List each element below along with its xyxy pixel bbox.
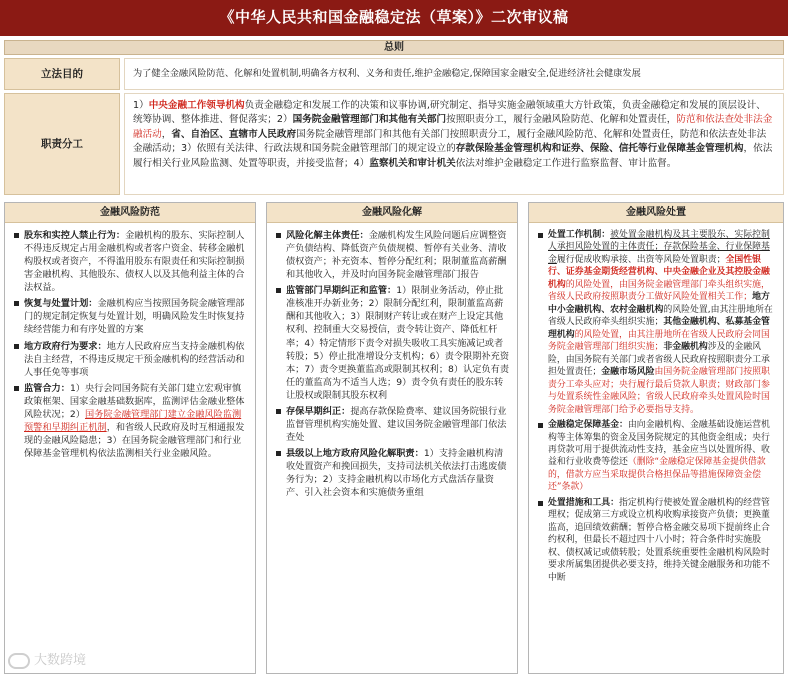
duty-text: 1）中央金融工作领导机构负责金融稳定和发展工作的决策和议事协调,研究制定、指导实施金融领域重大方针政策，负责金融稳定和发展的顶层设计、统筹协调、整体推进、督促落实；2）国务院金融管理部门和其他有关部门按照职责分工，履行金融风险防范、化解和处置责任，防范和依法查处非法金融活动，省、自治区、直辖市人民政府国务院金融管理部门和其他有关部门按照职责分工，履行金融风险防范、化解和处置责任，防范和依法查处非法金融活动；3）依照有关法律、行政法规和国务院金融管理部门的规定设立的存款保险基金管理机构和证券、保险、信托等行业保障基金管理机构，依法履行相关行业风险监测、处置等职责，并接受监督；4）监察机关和审计机关依法对维护金融稳定工作进行监察监督、审计监督。 [124, 93, 784, 195]
duty-label: 职责分工 [4, 93, 120, 195]
column-title: 金融风险化解 [267, 203, 517, 223]
list-item: 金融稳定保障基金：由向金融机构、金融基础设施运营机构等主体筹集的资金及国务院规定的其他资金组成；央行再贷款可用于提供流动性支持，基金应当以处置所得、收益和行业收费等偿还（删除“金融稳定保障基金提供借款的，借款方应当采取提供合格担保品等措施保障资金偿还”条款） [537, 419, 775, 494]
column-title: 金融风险防范 [5, 203, 255, 223]
list-item: 风险化解主体责任：金融机构发生风险问题后应调整资产负债结构、降低资产负债规模、暂停有关业务、清收债权资产；补充资本、暂停分配红利；限制董监高薪酬和其他收入，并及时向国务院金融管理部门报告 [275, 229, 509, 281]
column-mitigation [266, 202, 518, 674]
watermark: 大数跨境 [8, 652, 86, 670]
column-title: 金融风险处置 [529, 203, 783, 223]
list-item: 处置工作机制：被处置金融机构及其主要股东、实际控制人承担风险处置的主体责任；存款保险基金、行业保障基金履行促成收购承接、出资等风险处置职责；全国性银行、证券基金期货经营机构、中央金融企业及其控股金融机构的风险处置，由国务院金融管理部门牵头组织实施，省级人民政府按照职责分工做好风险处置相关工作；地方中小金融机构、农村金融机构的风险处置,由其注册地所在省级人民政府牵头组织实施；其他金融机构、私募基金管理机构的风险处置，由其注册地所在省级人民政府会同国务院金融管理部门组织实施；非金融机构涉及的金融风险，由国务院有关部门或者省级人民政府按照职责分工承担处置责任；金融市场风险由国务院金融管理部门按照职责分工牵头应对；央行履行最后贷款人职责；财政部门参与处置系统性金融风险；省级人民政府牵头处置风险时国务院金融管理部门给予必要指导支持。 [537, 229, 775, 416]
list-item: 地方政府行为要求：地方人民政府应当支持金融机构依法自主经营，不得违反规定干预金融机构的经营活动和人事任免等事项 [13, 340, 247, 379]
purpose-label: 立法目的 [4, 58, 120, 90]
list-item: 县级以上地方政府风险化解职责：1）支持金融机构清收处置资产和挽回损失，支持司法机关依法打击逃废债务行为；2）支持金融机构以市场化方式盘活存量资产、引入社会资本和实施债务重组 [275, 447, 509, 499]
column-prevention [4, 202, 256, 674]
list-item: 监管部门早期纠正和监管：1）限制业务活动，停止批准核准开办新业务；2）限制分配红利，限制董监高薪酬和其他收入；3）限制财产转让或在财产上设定其他权利、控制重大交易授信，责令转让资产、降低杠杆率；4）特定情形下责令对损失吸收工具实施减记或者转股；5）停止批准增设分支机构；6）责令限期补充资本；7）责令更换董监高或限制其权利；8）认定负有责任的董监高为不适当人选；9）责令负有责任的股东转让股权或限制其股东权利 [275, 284, 509, 402]
list-item: 恢复与处置计划：金融机构应当按照国务院金融管理部门的规定制定恢复与处置计划，明确风险发生时恢复持续经营能力和有序处置的方案 [13, 297, 247, 336]
list-item: 存保早期纠正：提高存款保险费率、建议国务院银行业监督管理机构实施处置、建议国务院金融管理部门依法查处 [275, 405, 509, 444]
purpose-text: 为了健全金融风险防范、化解和处置机制,明确各方权利、义务和责任,维护金融稳定,保障国家金融安全,促进经济社会健康发展 [124, 58, 784, 90]
list-item: 股东和实控人禁止行为：金融机构的股东、实际控制人不得违反规定占用金融机构或者客户资金、转移金融机构股权或者资产，不得滥用股东有限责任和实际控制损害金融机构、其他股东、债权人以及其他利益主体的合法权益。 [13, 229, 247, 294]
list-item: 处置措施和工具：指定机构行使被处置金融机构的经营管理权；促成第三方或设立机构收购承接资产负债；更换董监高，追回绩效薪酬；暂停合格金融交易项下提前终止合约权利，但最长不超过四十八小时；符合条件时实施股权、债权减记或债转股；处置系统重要性金融机构风险时要求所属集团提供必要支持，维持关键金融服务和功能不中断 [537, 497, 775, 584]
column-disposal [528, 202, 784, 674]
page-title: 《中华人民共和国金融稳定法（草案）》二次审议稿 [0, 0, 788, 36]
section-title-general: 总则 [4, 40, 784, 55]
list-item: 监管合力：1）央行会同国务院有关部门建立宏观审慎政策框架、国家金融基础数据库，监测评估金融业整体风险状况；2）国务院金融管理部门建立金融风险监测预警和早期纠正机制，和省级人民政府及时互相通报发现的金融风险隐患；3）在国务院金融管理部门和行业保障基金管理机构依法监测相关行业金融风险。 [13, 382, 247, 460]
watermark-logo-icon [8, 653, 30, 669]
